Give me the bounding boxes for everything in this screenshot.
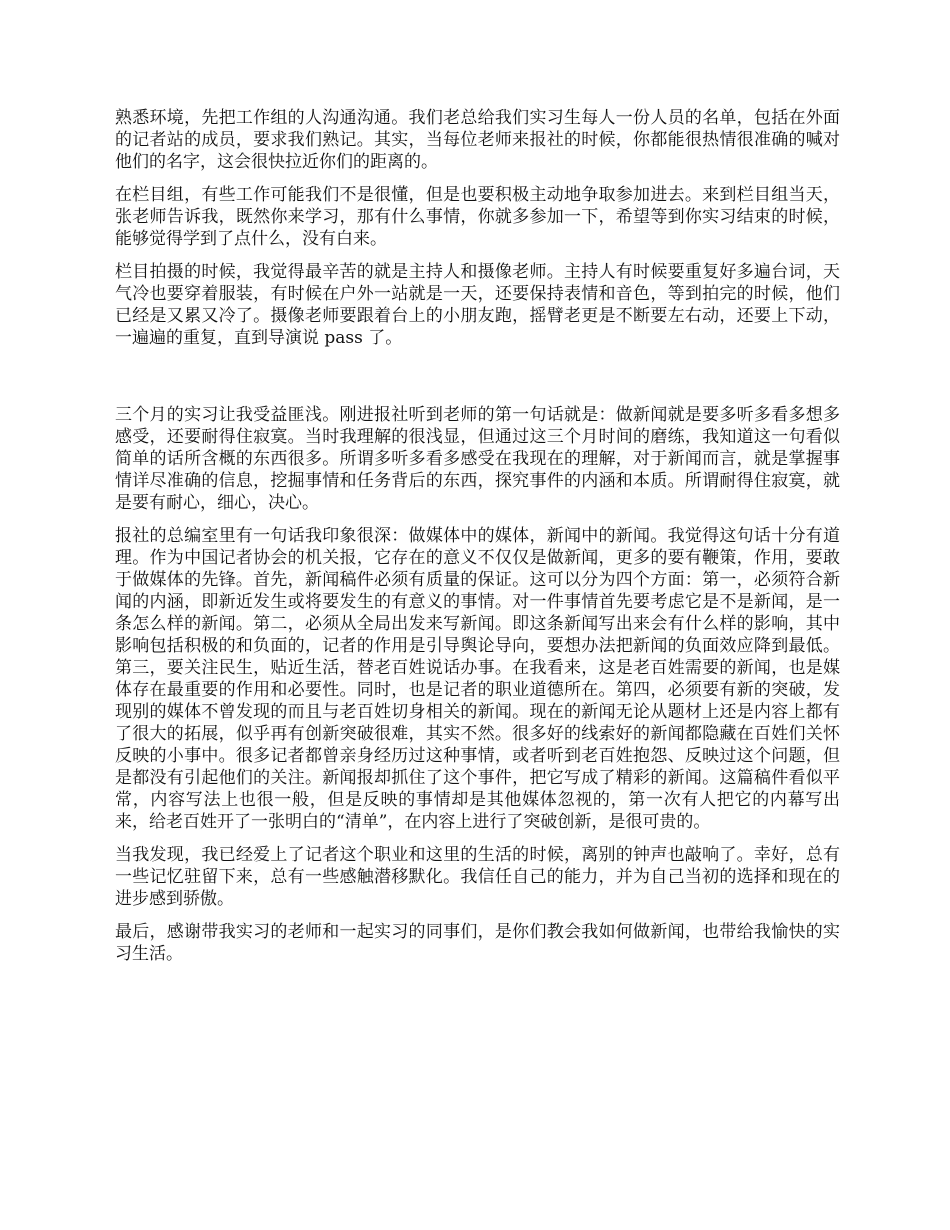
paragraph-familiarize-environment: 熟悉环境，先把工作组的人沟通沟通。我们老总给我们实习生每人一份人员的名单，包括在外面的记者站的成员，要求我们熟记。其实，当每位老师来报社的时候，你都能很热情很准确的喊对他们的名字，这会很快拉近你们的距离的。: [115, 108, 840, 172]
paragraph-thanks: 最后，感谢带我实习的老师和一起实习的同事们，是你们教会我如何做新闻，也带给我愉快的实习生活。: [115, 922, 840, 964]
paragraph-column-group: 在栏目组，有些工作可能我们不是很懂，但是也要积极主动地争取参加进去。来到栏目组当天，张老师告诉我，既然你来学习，那有什么事情，你就多参加一下，希望等到你实习结束的时候，能够觉得学到了点什么，没有白来。: [115, 185, 840, 249]
paragraph-editorial-motto: 报社的总编室里有一句话我印象很深：做媒体中的媒体，新闻中的新闻。我觉得这句话十分有道理。作为中国记者协会的机关报，它存在的意义不仅仅是做新闻，更多的要有鞭策，作用，要敢于做媒体的先锋。首先，新闻稿件必须有质量的保证。这可以分为四个方面：第一，必须符合新闻的内涵，即新近发生或将要发生的有意义的事情。对一件事情首先要考虑它是不是新闻，是一条怎么样的新闻。第二，必须从全局出发来写新闻。即这条新闻写出来会有什么样的影响，其中影响包括积极的和负面的，记者的作用是引导舆论导向，要想办法把新闻的负面效应降到最低。第三，要关注民生，贴近生活，替老百姓说话办事。在我看来，这是老百姓需要的新闻，也是媒体存在最重要的作用和必要性。同时，也是记者的职业道德所在。第四，必须要有新的突破，发现别的媒体不曾发现的而且与老百姓切身相关的新闻。现在的新闻无论从题材上还是内容上都有了很大的拓展，似乎再有创新突破很难，其实不然。很多好的线索好的新闻都隐藏在百姓们关怀反映的小事中。很多记者都曾亲身经历过这种事情，或者听到老百姓抱怨、反映过这个问题，但是都没有引起他们的关注。新闻报却抓住了这个事件，把它写成了精彩的新闻。这篇稿件看似平常，内容写法上也很一般，但是反映的事情却是其他媒体忽视的，第一次有人把它的内幕写出来，给老百姓开了一张明白的“清单”，在内容上进行了突破创新，是很可贵的。: [115, 526, 840, 832]
paragraph-three-months-internship: 三个月的实习让我受益匪浅。刚进报社听到老师的第一句话就是：做新闻就是要多听多看多想多感受，还要耐得住寂寞。当时我理解的很浅显，但通过这三个月时间的磨练，我知道这一句看似简单的话所含概的东西很多。所谓多听多看多感受在我现在的理解，对于新闻而言，就是掌握事情详尽准确的信息，挖掘事情和任务背后的东西，探究事件的内涵和本质。所谓耐得住寂寞，就是要有耐心，细心，决心。: [115, 405, 840, 513]
paragraph-farewell: 当我发现，我已经爱上了记者这个职业和这里的生活的时候，离别的钟声也敲响了。幸好，总有一些记忆驻留下来，总有一些感触潜移默化。我信任自己的能力，并为自己当初的选择和现在的进步感到骄傲。: [115, 845, 840, 909]
paragraph-filming: 栏目拍摄的时候，我觉得最辛苦的就是主持人和摄像老师。主持人有时候要重复好多遍台词，天气冷也要穿着服装，有时候在户外一站就是一天，还要保持表情和音色，等到拍完的时候，他们已经是又累又冷了。摄像老师要跟着台上的小朋友跑，摇臂老更是不断要左右动，还要上下动，一遍遍的重复，直到导演说 pass 了。: [115, 262, 840, 348]
document-page: [115, 107, 840, 976]
section-gap: [115, 360, 840, 404]
